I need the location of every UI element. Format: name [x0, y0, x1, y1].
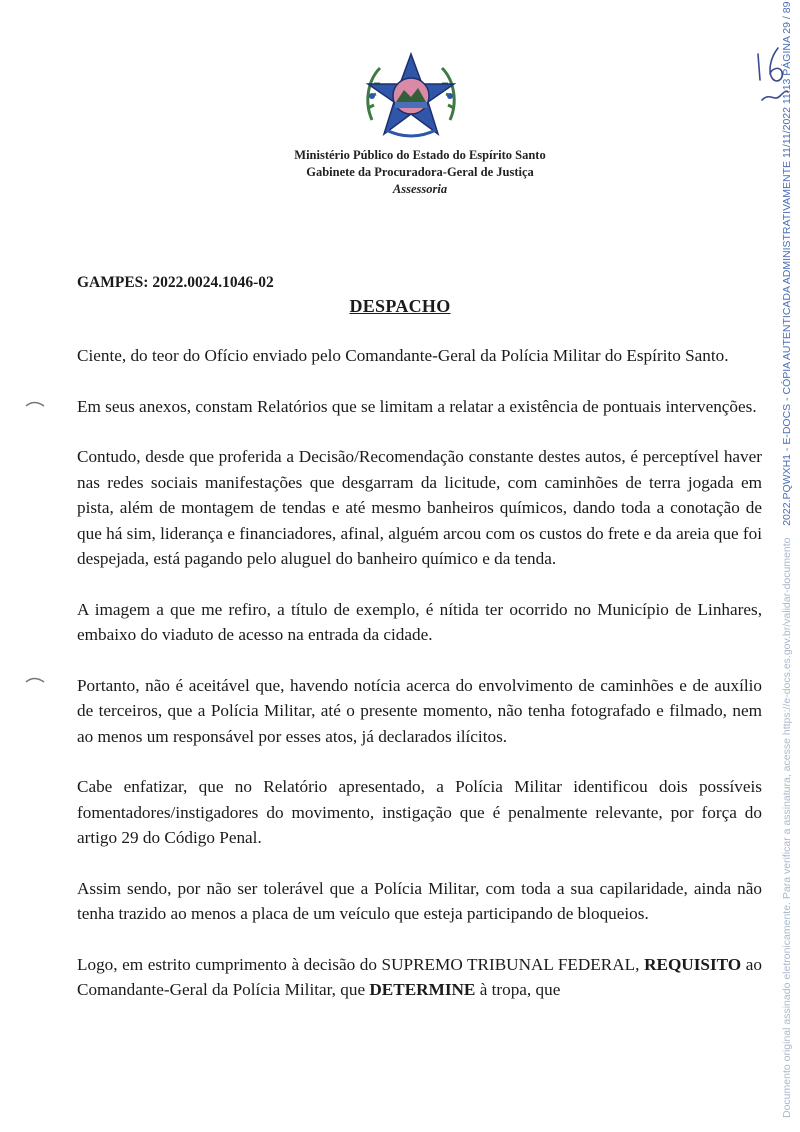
paragraph-final: Logo, em estrito cumprimento à decisão do SUPREMO TRIBUNAL FEDERAL, REQUISITO ao Comandante-Geral da Polícia Militar, que DETERMINE à tropa, que	[77, 954, 762, 999]
org-name: Ministério Público do Estado do Espírito Santo	[294, 148, 546, 162]
gampes-number: GAMPES: 2022.0024.1046-02	[77, 274, 274, 291]
paragraph: Ciente, do teor do Ofício enviado pelo Comandante-Geral da Polícia Militar do Espírito Santo.	[77, 346, 729, 365]
authentication-stamp	[781, 0, 793, 1118]
paragraph: Portanto, não é aceitável que, havendo notícia acerca do envolvimento de caminhões e de auxílio de terceiros, que a Polícia Militar, até o presente momento, não tenha fotografado e filmado, nem ao menos um responsável por esses atos, já declarados ilícitos.	[77, 675, 762, 746]
document-body	[77, 343, 762, 1003]
coat-of-arms-emblem	[358, 50, 464, 142]
paragraph: Contudo, desde que proferida a Decisão/Recomendação constante destes autos, é perceptível haver nas redes sociais manifestações que desgarram da licitude, com caminhões de terra jogada em pista, além de montagem de tendas e até mesmo banheiros químicos, dando toda a conotação de que há sim, liderança e financiadores, afinal, alguém arcou com os custos do frete e da areia que foi despejada, está pagando pelo aluguel do banheiro químico e da tenda.	[77, 447, 762, 568]
authentication-footnote: Documento original assinado eletronicamente. Para verificar a assinatura, acesse https://e-docs.es.gov.br/validar-documento	[781, 537, 793, 1118]
margin-mark	[24, 674, 48, 686]
paragraph: Assim sendo, por não ser tolerável que a Polícia Militar, com toda a sua capilaridade, ainda não tenha trazido ao menos a placa de um veículo que esteja participando de bloqueios.	[77, 878, 762, 923]
authentication-text: 2022.PQWXH1 - E-DOCS - CÓPIA AUTENTICADA ADMINISTRATIVAMENTE 11/11/2022 11:13 PÁGINA 29 / 89	[781, 1, 793, 526]
paragraph: Cabe enfatizar, que no Relatório apresentado, a Polícia Militar identificou dois possíveis fomentadores/instigadores do movimento, instigação que é penalmente relevante, por força do artigo 29 do Código Penal.	[77, 777, 762, 847]
margin-mark	[24, 398, 48, 410]
section-name: Assessoria	[392, 182, 448, 196]
letterhead	[200, 147, 640, 198]
paragraph: Em seus anexos, constam Relatórios que se limitam a relatar a existência de pontuais intervenções.	[77, 396, 757, 416]
paragraph: A imagem a que me refiro, a título de exemplo, é nítida ter ocorrido no Município de Linhares, embaixo do viaduto de acesso na entrada da cidade.	[77, 599, 762, 644]
office-name: Gabinete da Procuradora-Geral de Justiça	[306, 165, 534, 179]
document-title: DESPACHO	[349, 296, 451, 316]
